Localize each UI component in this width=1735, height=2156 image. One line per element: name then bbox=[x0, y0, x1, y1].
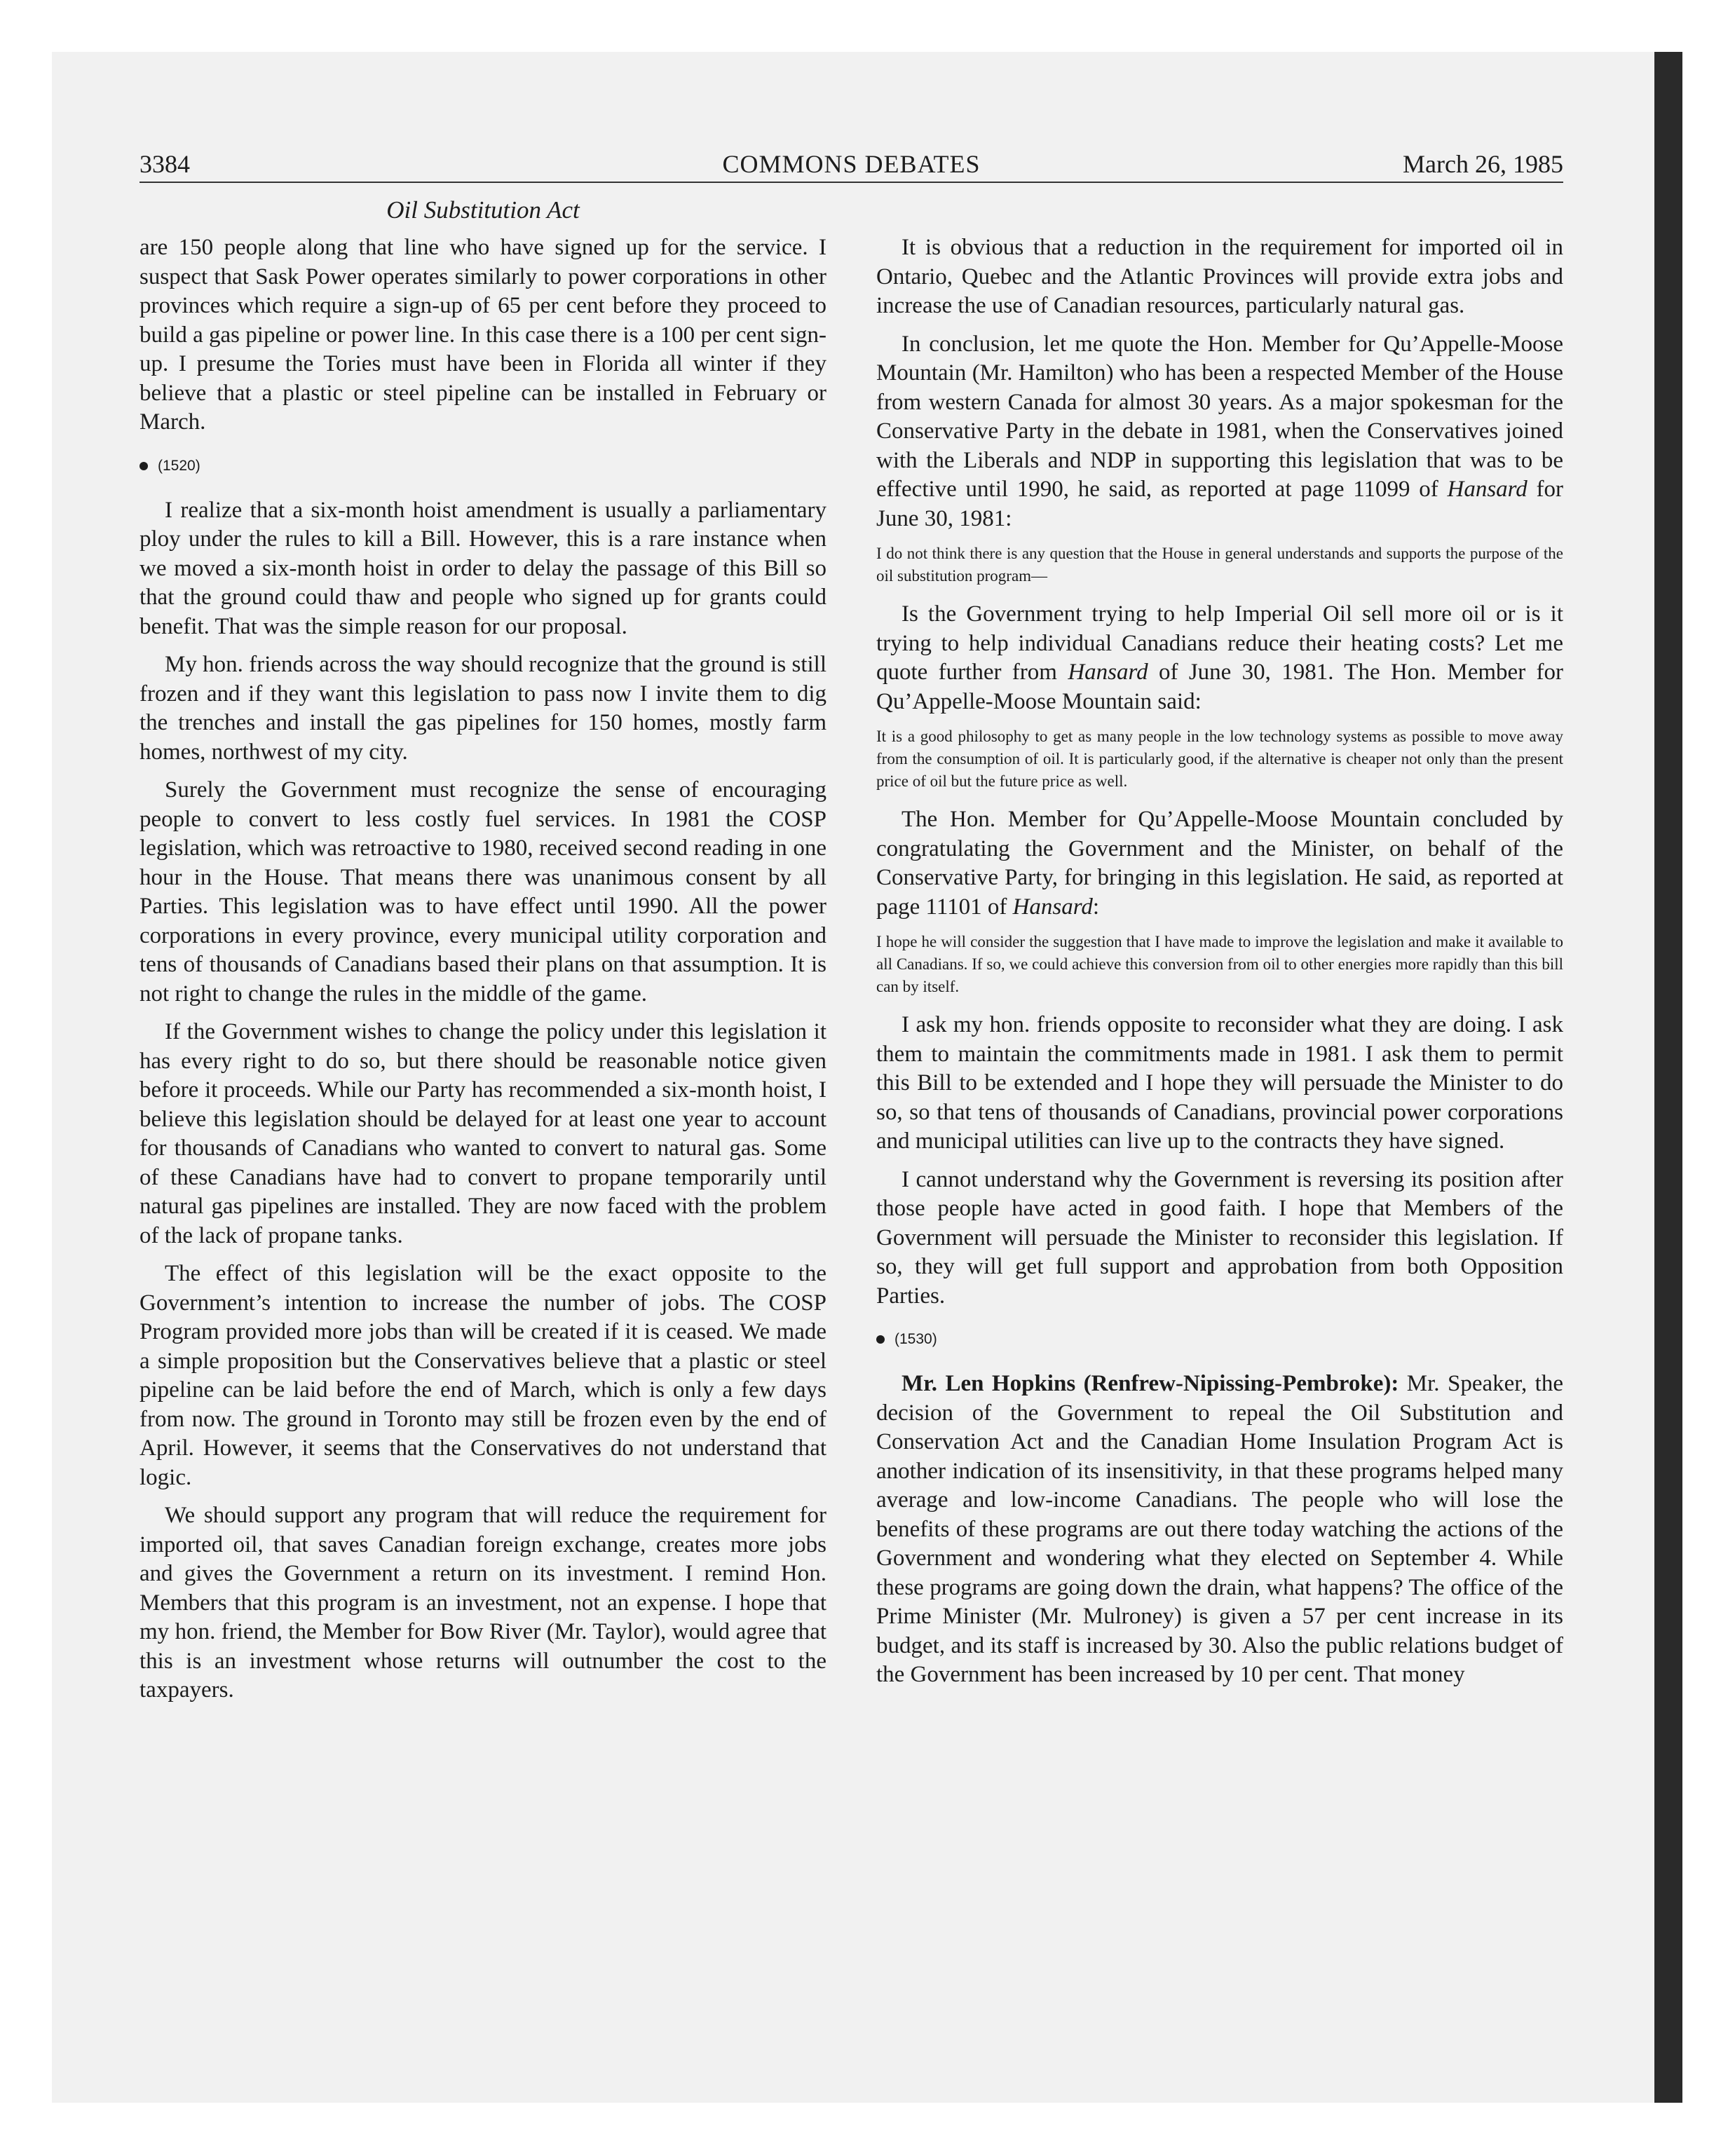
paragraph: The Hon. Member for Qu’Appelle-Moose Mountain concluded by congratulating the Government and the Minister, on behalf of the Conservative Party, for bringing in this legislation. He said, as reported at page 11101 of Hansard: bbox=[876, 807, 1563, 920]
paragraph: I cannot understand why the Government is reversing its position after those people have acted in good faith. I hope that Members of the Government will persuade the Minister to reconsider this legislation. If so, they will get full support and approbation from both Opposition Parties. bbox=[876, 1166, 1563, 1309]
page-number: 3384 bbox=[140, 150, 190, 178]
speaker-name: Mr. Len Hopkins (Renfrew-Nipissing-Pembroke): bbox=[901, 1371, 1399, 1396]
bullet-dot-icon bbox=[140, 462, 148, 470]
paragraph: It is obvious that a reduction in the requirement for imported oil in Ontario, Quebec and the Atlantic Provinces will provide extra jobs and increase the use of Canadian resources, particularly natural gas. bbox=[876, 235, 1563, 318]
time-marker: (1530) bbox=[876, 1329, 1563, 1350]
time-marker: (1520) bbox=[140, 456, 826, 477]
scan-edge-shadow bbox=[1654, 52, 1682, 2103]
italic-citation: Hansard bbox=[1012, 894, 1093, 920]
paragraph: are 150 people along that line who have signed up for the service. I suspect that Sask Power operates similarly to power corporations in other provinces which require a sign-up of 65 per cent before they proceed to build a gas pipeline or power line. In this case there is a 100 per cent sign-up. I presume the Tories must have been in Florida all winter if they believe that a plastic or steel pipeline can be installed in February or March. bbox=[140, 235, 826, 435]
bullet-dot-icon bbox=[876, 1335, 885, 1344]
block-quote: It is a good philosophy to get as many people in the low technology systems as possible to move away from the consumption of oil. It is particularly good, if the alternative is cheaper not only than the present price of oil but the future price as well. bbox=[876, 728, 1563, 790]
running-title: Oil Substitution Act bbox=[386, 196, 580, 224]
italic-citation: Hansard bbox=[1447, 477, 1528, 502]
journal-title: COMMONS DEBATES bbox=[722, 150, 981, 178]
paragraph: We should support any program that will reduce the requirement for imported oil, that saves Canadian foreign exchange, creates more jobs and gives the Government a return on its investment. I remind Hon. Members that this program is an investment, not an expense. I hope that my hon. friend, the Member for Bow River (Mr. Taylor), would agree that this is an investment whose returns will outnumber the cost to the taxpayers. bbox=[140, 1503, 826, 1703]
italic-citation: Hansard bbox=[1068, 660, 1148, 685]
paragraph: My hon. friends across the way should recognize that the ground is still frozen and if they want this legislation to pass now I invite them to dig the trenches and install the gas pipelines for 150 homes, mostly farm homes, northwest of my city. bbox=[140, 652, 826, 765]
paragraph: The effect of this legislation will be the exact opposite to the Government’s intention to increase the number of jobs. The COSP Program provided more jobs than will be created if it is ceased. We made a simple proposition but the Conservatives believe that a plastic or steel pipeline can be laid before the end of March, which is only a few days from now. The ground in Toronto may still be frozen even by the end of April. However, it seems that the Conservatives do not understand that logic. bbox=[140, 1261, 826, 1490]
paragraph: Surely the Government must recognize the sense of encouraging people to convert to less costly fuel services. In 1981 the COSP legislation, which was retroactive to 1980, received second reading in one hour in the House. That means there was unanimous consent by all Parties. This legislation was to have effect until 1990. All the power corporations in every province, every municipal utility corporation and tens of thousands of Canadians based their plans on that assumption. It is not right to change the rules in the middle of the game. bbox=[140, 777, 826, 1007]
paragraph: In conclusion, let me quote the Hon. Member for Qu’Appelle-Moose Mountain (Mr. Hamilton) who has been a respected Member of the House from western Canada for almost 30 years. As a major spokesman for the Conservative Party in the debate in 1981, when the Conservatives joined with the Liberals and NDP in supporting this legislation that was to be effective until 1990, he said, as reported at page 11099 of Hansard for June 30, 1981: bbox=[876, 331, 1564, 531]
left-column bbox=[140, 233, 826, 1714]
paragraph: Is the Government trying to help Imperial Oil sell more oil or is it trying to help individual Canadians reduce their heating costs? Let me quote further from Hansard of June 30, 1981. The Hon. Member for Qu’Appelle-Moose Mountain said: bbox=[876, 601, 1564, 714]
paragraph: If the Government wishes to change the policy under this legislation it has every right to do so, but there should be reasonable notice given before it proceeds. While our Party has recommended a six-month hoist, I believe this legislation should be delayed for at least one year to account for thousands of Canadians who wanted to convert to natural gas. Some of these Canadians have had to convert to propane temporarily until natural gas pipelines are installed. They are now faced with the problem of the lack of propane tanks. bbox=[140, 1019, 826, 1248]
right-column bbox=[876, 233, 1563, 1699]
publication-date: March 26, 1985 bbox=[1403, 150, 1563, 178]
block-quote: I do not think there is any question that the House in general understands and supports the purpose of the oil substitution program— bbox=[876, 545, 1563, 585]
page-header bbox=[140, 146, 1563, 183]
paragraph: I realize that a six-month hoist amendment is usually a parliamentary ploy under the rules to kill a Bill. However, this is a rare instance when we moved a six-month hoist in order to delay the passage of this Bill so that the ground could thaw and people who signed up for grants could benefit. That was the simple reason for our proposal. bbox=[140, 497, 826, 639]
block-quote: I hope he will consider the suggestion that I have made to improve the legislation and make it available to all Canadians. If so, we could achieve this conversion from oil to other energies more rapidly than this bill can by itself. bbox=[876, 933, 1563, 995]
paragraph: Mr. Len Hopkins (Renfrew-Nipissing-Pembroke): Mr. Speaker, the decision of the Government to repeal the Oil Substitution and Conservation Act and the Canadian Home Insulation Program Act is another indication of its insensitivity, in that these programs helped many average and low-income Canadians. The people who will lose the benefits of these programs are out there today watching the actions of the Government and wondering what they elected on September 4. While these programs are going down the drain, what happens? The office of the Prime Minister (Mr. Mulroney) is given a 57 per cent increase in its budget, and its staff is increased by 30. Also the public relations budget of the Government has been increased by 10 per cent. That money bbox=[876, 1371, 1563, 1687]
paragraph: I ask my hon. friends opposite to reconsider what they are doing. I ask them to maintain the commitments made in 1981. I ask them to permit this Bill to be extended and I hope they will persuade the Minister to do so, so that tens of thousands of Canadians, provincial power corporations and municipal utilities can live up to the contracts they have signed. bbox=[876, 1012, 1563, 1154]
scanned-page bbox=[52, 52, 1682, 2103]
